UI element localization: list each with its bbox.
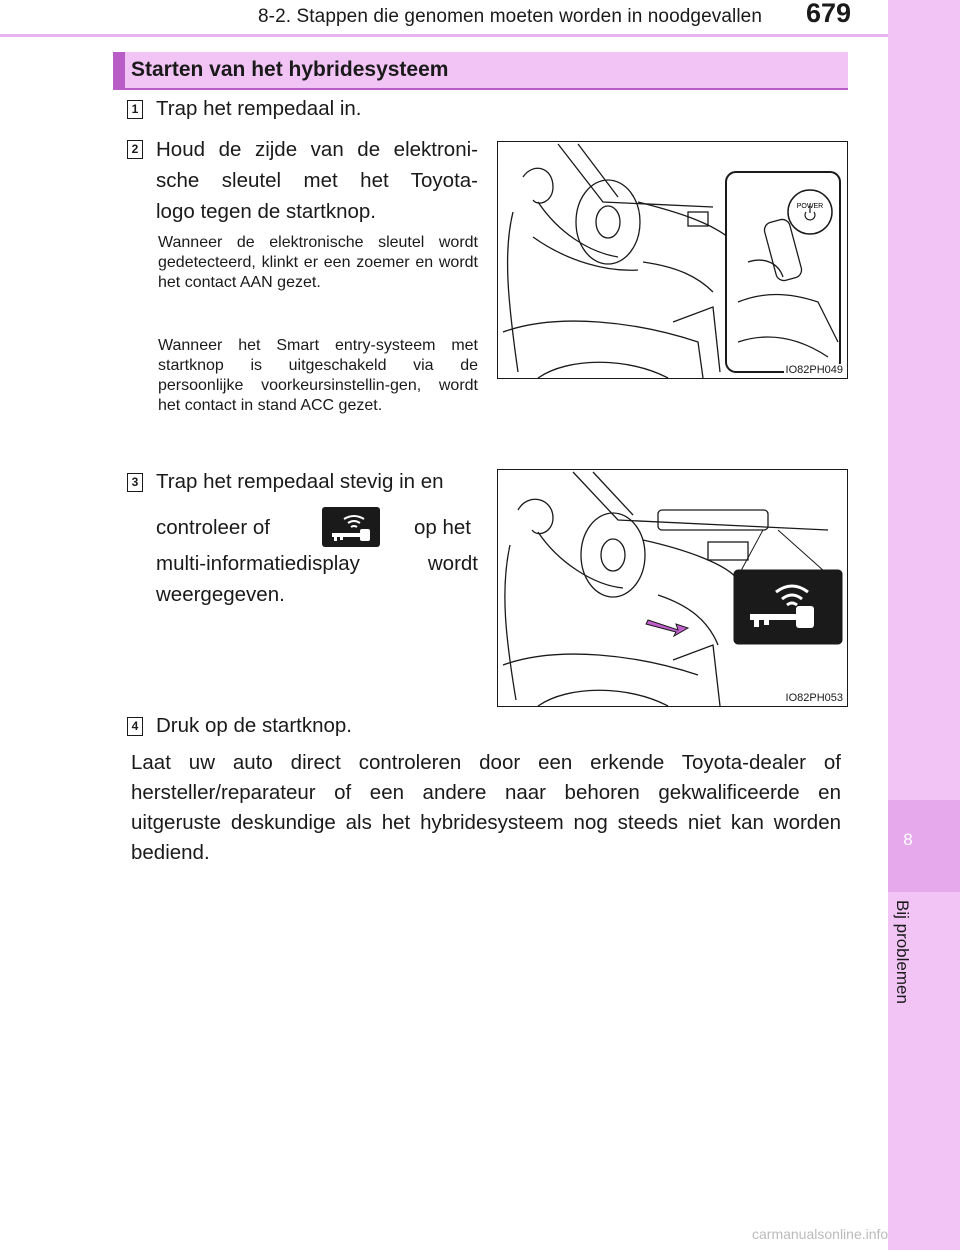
step-4-text: Druk op de startknop. bbox=[156, 714, 352, 737]
watermark: carmanualsonline.info bbox=[752, 1226, 889, 1242]
brake-pedal-arrow-icon bbox=[646, 620, 688, 636]
chapter-side-tab bbox=[888, 0, 960, 1250]
step-3-line-1: Trap het rempedaal stevig in en bbox=[156, 470, 444, 493]
key-with-signal-icon bbox=[322, 507, 380, 547]
running-header: 8-2. Stappen die genomen moeten worden in noodgevallen bbox=[258, 6, 762, 27]
step-number-4: 4 bbox=[127, 717, 143, 736]
section-rule bbox=[113, 88, 848, 90]
step-3-line-2b: op het bbox=[414, 516, 471, 539]
closing-paragraph: Laat uw auto direct controleren door een erkende Toyota-dealer of hersteller/reparateur of een andere naar behoren gekwalificeerde en uitgeruste deskundige als het hybridesysteem nog steeds niet kan worden bediend. bbox=[131, 751, 841, 864]
note-key-detected: Wanneer de elektronische sleutel wordt gedetecteerd, klinkt er een zoemer en wordt het contact AAN gezet. bbox=[158, 234, 478, 291]
figure-1-code: IO82PH049 bbox=[785, 364, 843, 376]
step-3-line-3: multi-informatiedisplay wordt bbox=[156, 552, 478, 575]
section-title: Starten van het hybridesysteem bbox=[131, 58, 449, 81]
step-2-line-1: Houd de zijde van de elektroni- bbox=[156, 138, 478, 161]
step-number-3: 3 bbox=[127, 473, 143, 492]
header-rule bbox=[0, 34, 888, 37]
step-1-text: Trap het rempedaal in. bbox=[156, 97, 362, 120]
figure-2-code: IO82PH053 bbox=[785, 692, 843, 704]
step-number-1: 1 bbox=[127, 100, 143, 119]
note-smart-entry-off: Wanneer het Smart entry-systeem met startknop is uitgeschakeld via de persoonlijke voorkeursinstellin-gen, wordt het contact in stand ACC gezet. bbox=[158, 337, 478, 414]
figure-2-illustration bbox=[498, 470, 847, 706]
page-number: 679 bbox=[806, 0, 852, 28]
figure-start-with-key bbox=[497, 141, 848, 379]
section-title-accent bbox=[113, 52, 125, 88]
power-button-label: POWER bbox=[796, 203, 824, 210]
step-2-line-3: logo tegen de startknop. bbox=[156, 200, 376, 223]
step-number-2: 2 bbox=[127, 140, 143, 159]
chapter-label: Bij problemen bbox=[893, 900, 912, 1004]
figure-brake-indicator bbox=[497, 469, 848, 707]
step-3-line-4: weergegeven. bbox=[156, 583, 285, 606]
step-2-line-2: sche sleutel met het Toyota- bbox=[156, 169, 478, 192]
multi-info-display-inset bbox=[734, 570, 842, 644]
step-3-line-2a: controleer of bbox=[156, 516, 270, 539]
figure-1-illustration bbox=[498, 142, 847, 378]
chapter-number: 8 bbox=[903, 830, 913, 849]
